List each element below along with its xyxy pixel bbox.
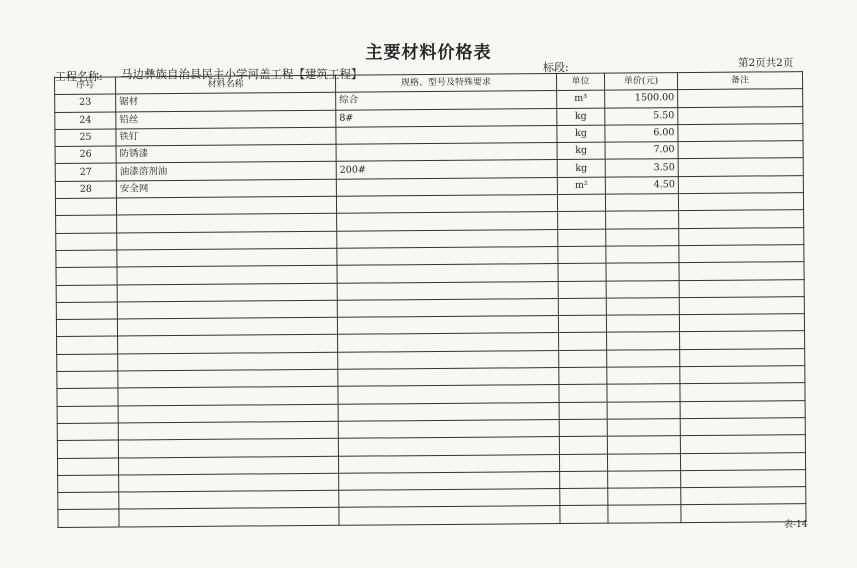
cell-name: [118, 369, 338, 388]
cell-unit: kg: [557, 125, 605, 143]
cell-name: [117, 317, 337, 336]
cell-price: [608, 488, 681, 506]
cell-price: [606, 280, 679, 298]
cell-seq: 23: [55, 94, 116, 112]
cell-name: [118, 421, 338, 440]
section-label: 标段:: [543, 61, 569, 74]
header-seq: 序号: [55, 77, 116, 95]
table-body: [55, 89, 806, 527]
cell-price: [606, 297, 679, 315]
cell-seq: [57, 440, 118, 458]
cell-price: [606, 263, 679, 281]
cell-note: [679, 245, 804, 263]
cell-spec: [339, 506, 560, 525]
cell-unit: [559, 454, 607, 472]
cell-unit: [558, 263, 606, 281]
cell-name: 铅丝: [116, 110, 336, 129]
cell-name: [118, 439, 338, 458]
cell-spec: 8#: [336, 108, 557, 127]
cell-note: [679, 262, 804, 280]
cell-spec: [338, 402, 559, 421]
cell-price: 3.50: [605, 159, 678, 177]
cell-seq: [57, 423, 118, 441]
cell-unit: [559, 402, 607, 420]
cell-seq: [57, 406, 118, 424]
cell-unit: [558, 212, 606, 230]
cell-note: [681, 487, 806, 505]
cell-spec: [338, 333, 559, 352]
cell-unit: kg: [557, 142, 605, 160]
cell-spec: [337, 229, 558, 248]
cell-price: [606, 211, 679, 229]
cell-note: [680, 452, 805, 470]
cell-note: [680, 400, 805, 418]
cell-name: [118, 456, 338, 475]
cell-name: [116, 196, 336, 215]
header-name: 材料名称: [116, 75, 336, 94]
cell-unit: [558, 298, 606, 316]
cell-name: [118, 335, 338, 354]
cell-price: [607, 332, 680, 350]
cell-unit: [559, 419, 607, 437]
header-unit: 单位: [556, 73, 604, 91]
cell-unit: [560, 506, 608, 524]
cell-seq: [55, 198, 116, 216]
cell-price: [607, 367, 680, 385]
cell-price: [606, 315, 679, 333]
cell-name: [118, 387, 338, 406]
cell-price: [607, 436, 680, 454]
cell-note: [680, 331, 805, 349]
cell-unit: m²: [557, 177, 605, 195]
cell-spec: [339, 489, 560, 508]
page-title: 主要材料价格表: [365, 43, 492, 63]
header-price: 单价(元): [604, 73, 677, 91]
cell-name: [117, 266, 337, 285]
cell-unit: [557, 194, 605, 212]
cell-price: 1500.00: [605, 90, 678, 108]
cell-seq: [56, 267, 117, 285]
cell-unit: kg: [557, 108, 605, 126]
cell-note: [679, 227, 804, 245]
cell-unit: [560, 488, 608, 506]
cell-note: [678, 193, 803, 211]
cell-price: [606, 228, 679, 246]
cell-spec: [336, 195, 557, 214]
cell-price: [607, 349, 680, 367]
cell-price: 7.00: [605, 142, 678, 160]
cell-unit: kg: [557, 160, 605, 178]
cell-spec: [338, 385, 559, 404]
cell-note: [680, 418, 805, 436]
cell-price: [607, 401, 680, 419]
cell-price: [608, 470, 681, 488]
cell-name: 油漆溶剂油: [116, 162, 336, 181]
header-note: 备注: [677, 72, 802, 90]
cell-name: [117, 231, 337, 250]
cell-seq: 27: [55, 163, 116, 181]
cell-name: 安全网: [116, 179, 336, 198]
cell-unit: [558, 281, 606, 299]
cell-note: [678, 158, 803, 176]
cell-price: [605, 194, 678, 212]
cell-price: [607, 419, 680, 437]
cell-unit: [558, 246, 606, 264]
cell-seq: [57, 354, 118, 372]
cell-price: [607, 384, 680, 402]
cell-spec: [336, 143, 557, 162]
cell-unit: [558, 315, 606, 333]
cell-note: [679, 314, 804, 332]
cell-spec: [338, 437, 559, 456]
cell-spec: [338, 454, 559, 473]
cell-note: [678, 175, 803, 193]
form-number: 表-14: [784, 520, 808, 530]
cell-seq: [56, 250, 117, 268]
cell-spec: [338, 368, 559, 387]
cell-note: [679, 296, 804, 314]
cell-seq: [56, 233, 117, 251]
cell-seq: [58, 475, 119, 493]
cell-name: 铁钉: [116, 127, 336, 146]
cell-price: 6.00: [605, 124, 678, 142]
cell-spec: [337, 212, 558, 231]
cell-seq: [57, 388, 118, 406]
cell-note: [681, 469, 806, 487]
cell-seq: [57, 336, 118, 354]
cell-name: [119, 473, 339, 492]
cell-seq: [56, 302, 117, 320]
cell-name: [117, 283, 337, 302]
materials-price-table: [54, 71, 807, 528]
cell-name: [119, 508, 339, 527]
cell-name: 锯材: [116, 93, 336, 112]
cell-note: [680, 435, 805, 453]
cell-seq: 24: [55, 112, 116, 130]
cell-unit: [559, 367, 607, 385]
cell-seq: [57, 371, 118, 389]
cell-unit: [559, 333, 607, 351]
cell-name: [118, 352, 338, 371]
cell-seq: 26: [55, 146, 116, 164]
cell-note: [680, 383, 805, 401]
cell-price: 5.50: [605, 107, 678, 125]
cell-unit: [558, 229, 606, 247]
cell-unit: [559, 385, 607, 403]
cell-spec: [339, 471, 560, 490]
cell-spec: [338, 419, 559, 438]
cell-unit: [560, 471, 608, 489]
project-label: 工程名称:: [55, 70, 103, 83]
cell-spec: [338, 350, 559, 369]
cell-note: [678, 124, 803, 142]
cell-note: [678, 141, 803, 159]
cell-name: [119, 490, 339, 509]
project-name: 马边彝族自治县民主小学河盖工程【建筑工程】: [121, 67, 363, 81]
cell-seq: [56, 285, 117, 303]
cell-name: [117, 214, 337, 233]
cell-name: 防锈漆: [116, 144, 336, 163]
cell-note: [678, 106, 803, 124]
cell-seq: 28: [55, 181, 116, 199]
cell-note: [679, 279, 804, 297]
cell-note: [678, 89, 803, 107]
cell-price: [608, 505, 681, 523]
cell-unit: [559, 350, 607, 368]
cell-spec: 综合: [336, 91, 557, 110]
header-spec: 规格、型号及特殊要求: [335, 74, 556, 93]
cell-seq: [56, 319, 117, 337]
cell-unit: m³: [557, 90, 605, 108]
cell-name: [118, 404, 338, 423]
cell-seq: 25: [55, 129, 116, 147]
cell-name: [117, 248, 337, 267]
cell-seq: [56, 215, 117, 233]
cell-spec: [337, 298, 558, 317]
cell-name: [117, 300, 337, 319]
cell-unit: [559, 436, 607, 454]
cell-price: [606, 246, 679, 264]
cell-spec: [336, 177, 557, 196]
cell-note: [680, 348, 805, 366]
cell-spec: [337, 316, 558, 335]
cell-spec: [336, 125, 557, 144]
cell-spec: 200#: [336, 160, 557, 179]
cell-note: [680, 366, 805, 384]
cell-spec: [337, 281, 558, 300]
page-number: 第2页共2页: [738, 57, 794, 69]
cell-seq: [58, 509, 119, 527]
cell-price: [607, 453, 680, 471]
cell-price: 4.50: [605, 176, 678, 194]
cell-seq: [58, 492, 119, 510]
cell-note: [679, 210, 804, 228]
cell-spec: [337, 264, 558, 283]
cell-seq: [57, 458, 118, 476]
cell-spec: [337, 247, 558, 266]
